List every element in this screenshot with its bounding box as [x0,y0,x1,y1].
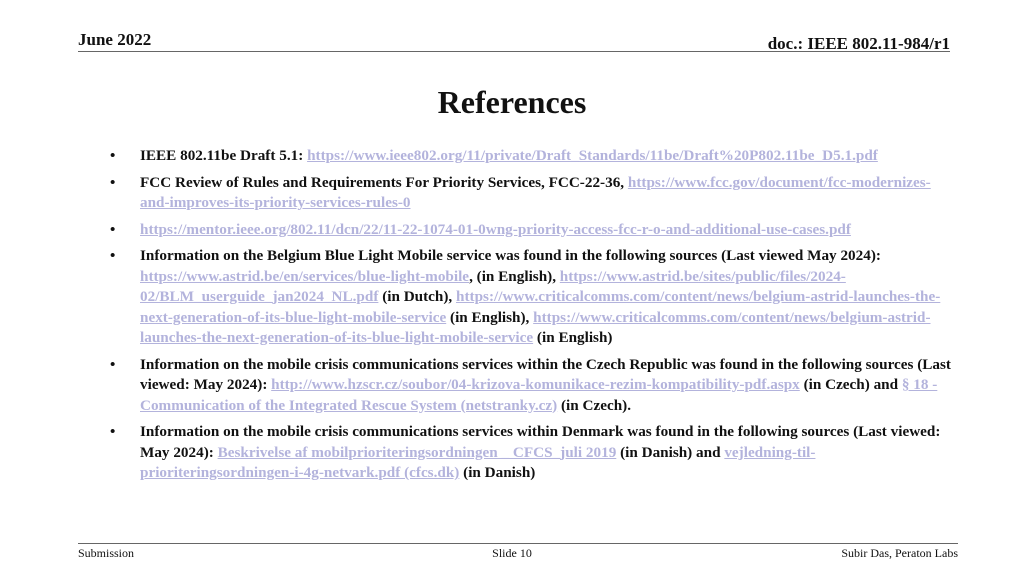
netstranky-link[interactable]: § 18 - Communication of the Integrated Rescue System (netstranky.cz) [140,376,938,414]
language-note: (in Danish) and [620,443,721,461]
reference-text: Information on the Belgium Blue Light Mobile service was found in the following sources (Last viewed May 2024): [140,247,881,264]
reference-item-ieee-draft [110,146,960,167]
language-note: (in Czech). [560,396,631,414]
footer-author: Subir Das, Peraton Labs [841,546,958,560]
language-note: (in Dutch), [382,288,453,305]
footer-slide-number: Slide 10 [492,546,532,560]
cfcs-description-link[interactable]: Beskrivelse af mobilprioriteringsordningen _ CFCS_juli 2019 [217,443,617,461]
language-note: (in English) [536,329,613,346]
criticalcomms-link-1[interactable]: https://www.criticalcomms.com/content/news/belgium-astrid-launches-the-next-generation-of-its-blue-light-mobile-service [140,288,941,326]
hzscr-link[interactable]: http://www.hzscr.cz/soubor/04-krizova-komunikace-rezim-kompatibility-pdf.aspx [271,376,800,393]
astrid-services-link[interactable]: https://www.astrid.be/en/services/blue-light-mobile [140,267,470,285]
reference-text: Information on the mobile crisis communications services within Denmark was found in the following sources (Last viewed: May 2024): [140,423,941,461]
language-note: (in English), [450,308,530,326]
slide-title: References [437,84,587,120]
reference-item-mentor [110,220,960,241]
header-divider [78,51,950,52]
cfcs-guide-link[interactable]: vejledning-til-prioriteringsordningen-i-4g-netvark.pdf (cfcs.dk) [140,443,816,481]
reference-item-czech [110,355,960,417]
criticalcomms-link-2[interactable]: https://www.criticalcomms.com/content/news/belgium-astrid-launches-the-next-generation-of-its-blue-light-mobile-service [140,308,931,346]
reference-item-denmark [110,422,960,484]
mentor-link[interactable]: https://mentor.ieee.org/802.11/dcn/22/11-22-1074-01-0wng-priority-access-fcc-r-o-and-additional-use-cases.pdf [140,220,851,238]
ieee-draft-link[interactable]: https://www.ieee802.org/11/private/Draft_Standards/11be/Draft%20P802.11be_D5.1.pdf [307,147,878,164]
astrid-userguide-link[interactable]: https://www.astrid.be/sites/public/files/2024-02/BLM_userguide_jan2024_NL.pdf [140,267,846,305]
reference-item-fcc [110,173,960,214]
reference-text: FCC Review of Rules and Requirements For Priority Services, FCC-22-36, [140,173,625,191]
fcc-link[interactable]: https://www.fcc.gov/document/fcc-modernizes-and-improves-its-priority-services-rules-0 [140,173,931,211]
reference-text: IEEE 802.11be Draft 5.1: [140,147,304,164]
language-note: , (in English), [469,267,556,285]
footer-submission: Submission [78,546,135,560]
footer-divider [78,543,958,544]
header-date: June 2022 [78,30,152,49]
language-note: (in Danish) [463,464,536,481]
header-doc-number: doc.: IEEE 802.11-984/r1 [767,34,950,53]
references-list [110,146,960,490]
language-note: (in Czech) and [803,376,899,393]
reference-text: Information on the mobile crisis communications services within the Czech Republic was found in the following sources (Last viewed: May 2024): [140,355,951,393]
reference-item-belgium [110,246,960,349]
